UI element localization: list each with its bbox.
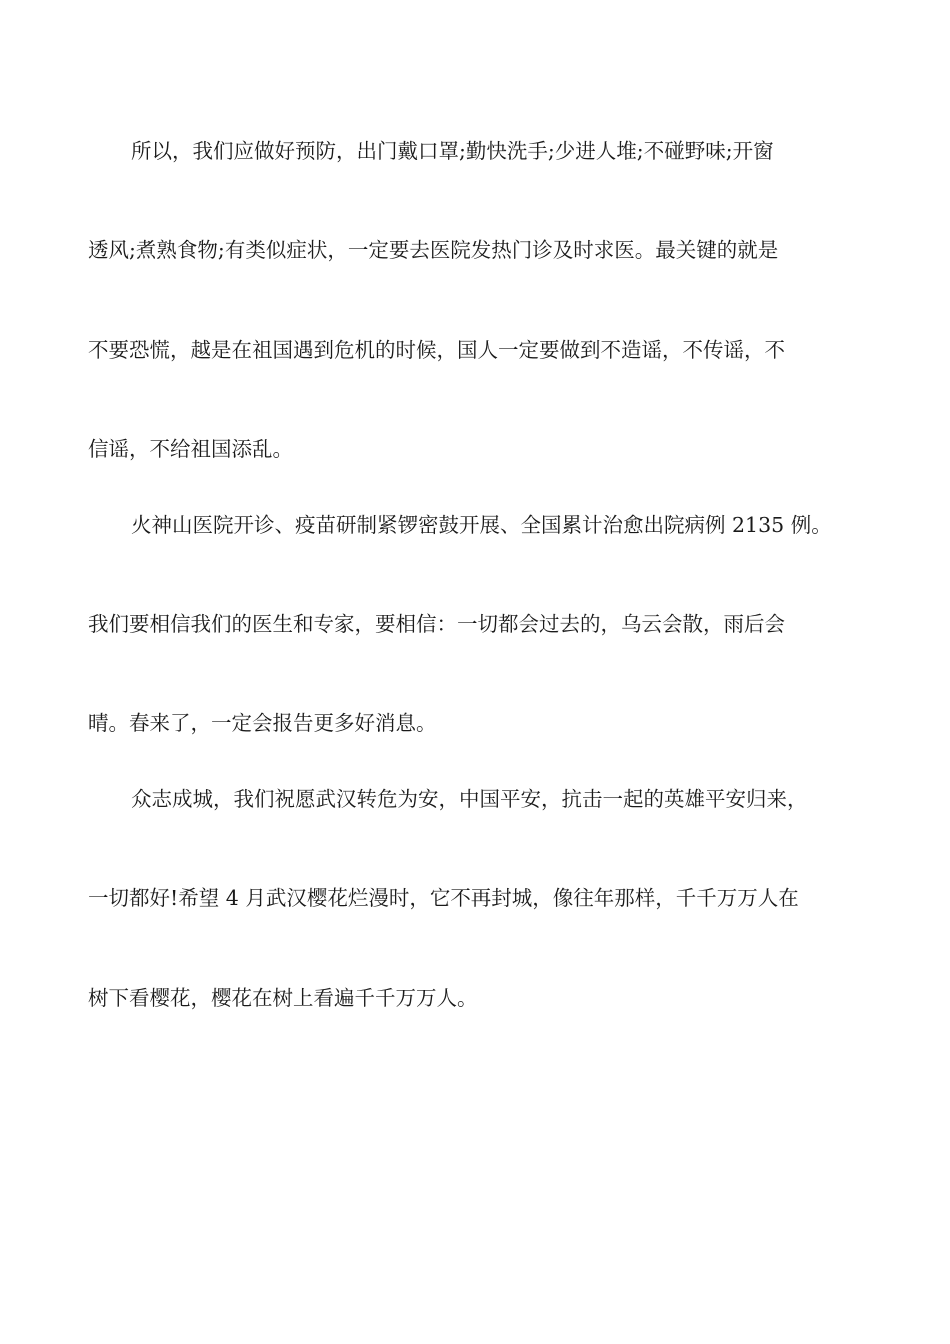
- text-line: 不要恐慌，越是在祖国遇到危机的时候，国人一定要做到不造谣，不传谣，不: [88, 338, 785, 362]
- text-line: 所以，我们应做好预防，出门戴口罩;勤快洗手;少进人堆;不碰野味;开窗: [131, 139, 774, 163]
- text-line: 信谣，不给祖国添乱。: [88, 437, 293, 461]
- text-line: 火神山医院开诊、疫苗研制紧锣密鼓开展、全国累计治愈出院病例 2135 例。: [131, 513, 832, 537]
- text-line: 我们要相信我们的医生和专家，要相信：一切都会过去的，乌云会散，雨后会: [88, 612, 785, 636]
- text-line: 透风;煮熟食物;有类似症状，一定要去医院发热门诊及时求医。最关键的就是: [88, 238, 779, 262]
- text-line: 晴。春来了，一定会报告更多好消息。: [88, 711, 437, 735]
- text-line: 众志成城，我们祝愿武汉转危为安，中国平安，抗击一起的英雄平安归来，: [131, 787, 808, 811]
- text-line: 一切都好!希望 4 月武汉樱花烂漫时，它不再封城，像往年那样，千千万万人在: [88, 886, 799, 910]
- text-line: 树下看樱花，樱花在树上看遍千千万万人。: [88, 986, 478, 1010]
